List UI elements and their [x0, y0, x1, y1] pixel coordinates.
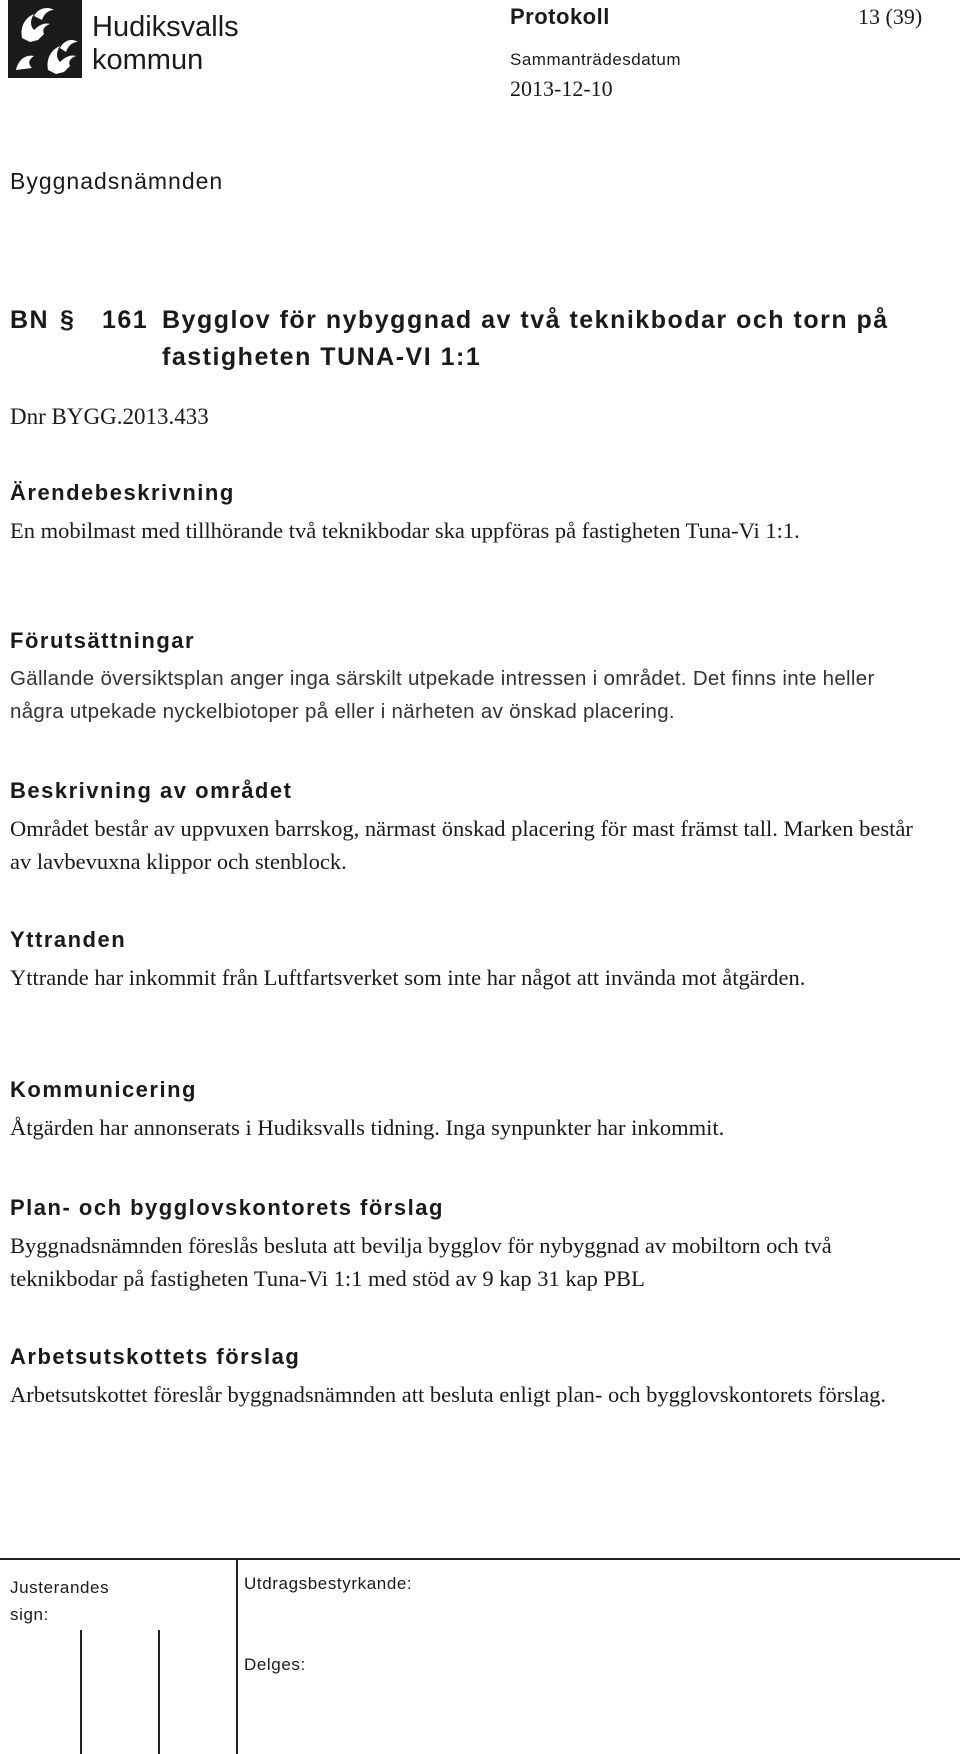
utdragsbestyrkande-label: Utdragsbestyrkande: — [244, 1574, 413, 1593]
section-kommunicering — [10, 1075, 930, 1144]
section-heading: Ärendebeskrivning — [10, 480, 235, 505]
section-plan-och-bygglovskontorets-forslag — [10, 1193, 930, 1295]
signature-divider — [80, 1630, 82, 1754]
committee-name: Byggnadsnämnden — [10, 168, 224, 194]
section-arendebeskrivning — [10, 478, 930, 547]
footer-rule — [0, 1558, 960, 1560]
item-number: 161 — [102, 306, 149, 334]
section-heading: Beskrivning av området — [10, 778, 293, 803]
section-text: En mobilmast med tillhörande två teknikbodar ska uppföras på fastigheten Tuna-Vi 1:1. — [10, 518, 800, 543]
svg-text:kommun: kommun — [92, 44, 204, 76]
section-heading: Kommunicering — [10, 1077, 197, 1102]
section-sign: § — [60, 306, 76, 334]
section-heading: Plan- och bygglovskontorets förslag — [10, 1195, 444, 1220]
section-beskrivning-av-omradet — [10, 776, 930, 878]
section-yttranden — [10, 925, 930, 994]
section-text: Yttrande har inkommit från Luftfartsverket som inte har något att invända mot åtgärden. — [10, 965, 806, 990]
signature-divider — [158, 1630, 160, 1754]
case-number: Dnr BYGG.2013.433 — [10, 404, 209, 429]
hudiksvalls-logo — [8, 0, 248, 78]
delges-label: Delges: — [244, 1655, 306, 1674]
section-forutsattningar — [10, 626, 930, 728]
footer-column-divider — [236, 1560, 238, 1754]
page-number: 13 (39) — [858, 4, 923, 29]
section-text: Arbetsutskottet föreslår byggnadsnämnden att besluta enligt plan- och bygglovskontorets förslag. — [10, 1382, 887, 1407]
goat-emblem-icon — [8, 0, 248, 78]
meeting-date-label: Sammanträdesdatum — [510, 50, 682, 69]
section-heading: Arbetsutskottets förslag — [10, 1344, 301, 1369]
section-heading: Yttranden — [10, 927, 127, 952]
section-heading: Förutsättningar — [10, 628, 196, 653]
section-text: Området består av uppvuxen barrskog, närmast önskad placering för mast främst tall. Marken består av lavbevuxna klippor och stenblock. — [10, 816, 913, 874]
document-type: Protokoll — [510, 4, 610, 29]
section-text: Åtgärden har annonserats i Hudiksvalls tidning. Inga synpunkter har inkommit. — [10, 1115, 725, 1140]
section-arbetsutskottets-forslag — [10, 1342, 930, 1411]
section-text: Gällande översiktsplan anger inga särskilt utpekade intressen i området. Det finns inte heller några utpekade nyckelbiotoper på eller i närheten av önskad placering. — [10, 667, 875, 723]
svg-text:Hudiksvalls: Hudiksvalls — [92, 11, 239, 43]
item-title: Bygglov för nybyggnad av två teknikbodar och torn på fastigheten TUNA-VI 1:1 — [162, 306, 889, 371]
justerandes-sign-label: Justerandes sign: — [10, 1578, 110, 1624]
meeting-date: 2013-12-10 — [510, 76, 613, 101]
section-text: Byggnadsnämnden föreslås besluta att bevilja bygglov för nybyggnad av mobiltorn och två teknikbodar på fastigheten Tuna-Vi 1:1 med stöd av 9 kap 31 kap PBL — [10, 1233, 832, 1291]
item-prefix: BN — [10, 306, 50, 334]
